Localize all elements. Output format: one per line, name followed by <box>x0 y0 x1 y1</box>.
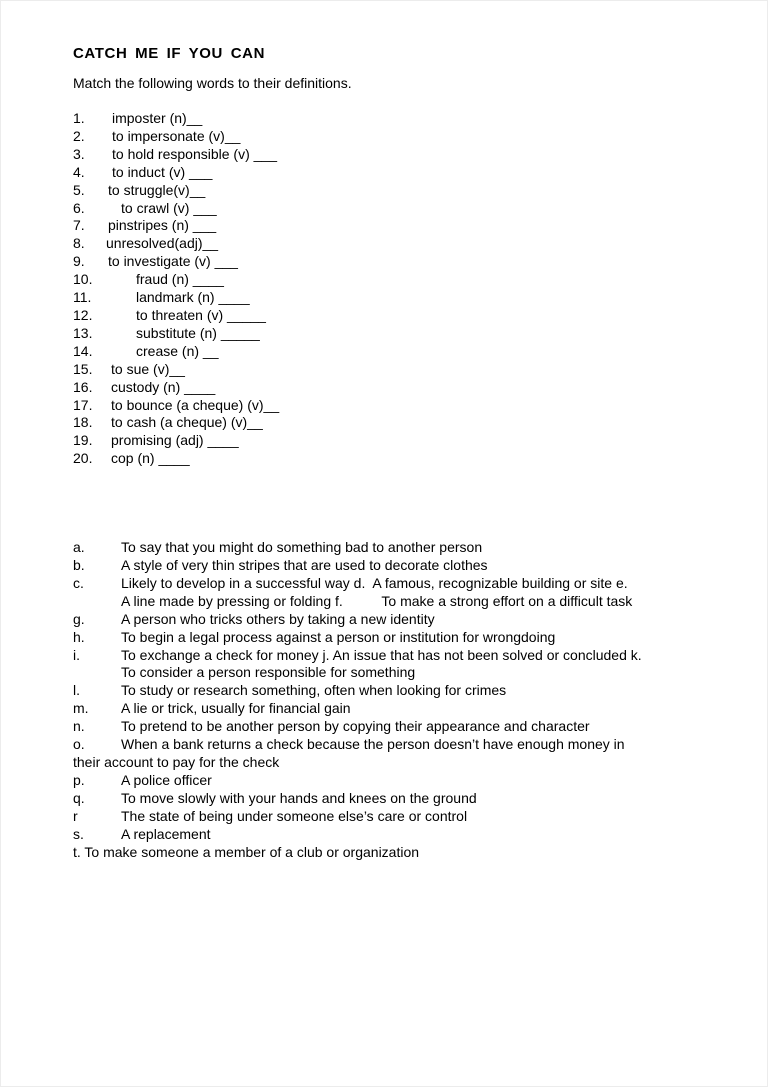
word-text: fraud (n) ____ <box>136 271 224 288</box>
word-item <box>73 343 723 361</box>
definition-letter: n. <box>73 718 85 735</box>
definition-text: their account to pay for the check <box>73 754 280 770</box>
instructions-text: Match the following words to their definitions. <box>73 75 352 91</box>
word-item <box>73 379 723 397</box>
definition-list <box>73 539 723 861</box>
definition-line <box>73 557 723 575</box>
word-item <box>73 253 723 271</box>
word-text: to bounce (a cheque) (v)__ <box>111 396 280 413</box>
word-item <box>73 182 723 200</box>
word-text: landmark (n) ____ <box>136 289 250 306</box>
word-text: to crawl (v) ___ <box>121 199 217 216</box>
definition-line <box>73 700 723 718</box>
word-number: 8. <box>73 235 85 252</box>
definition-text: To study or research something, often when looking for crimes <box>121 682 507 699</box>
definition-line <box>73 682 723 700</box>
definition-line <box>73 772 723 790</box>
word-number: 7. <box>73 217 85 234</box>
word-text: promising (adj) ____ <box>111 432 239 449</box>
definition-text: A person who tricks others by taking a new identity <box>121 610 435 627</box>
word-number: 12. <box>73 306 93 323</box>
definition-line <box>73 826 723 844</box>
word-text: cop (n) ____ <box>111 450 190 467</box>
definition-text: When a bank returns a check because the person doesn’t have enough money in <box>121 736 625 753</box>
word-item <box>73 414 723 432</box>
definition-letter: b. <box>73 557 85 574</box>
definition-letter: p. <box>73 771 85 788</box>
word-number: 15. <box>73 360 93 377</box>
definition-line <box>73 593 723 611</box>
definition-line <box>73 647 723 665</box>
definition-line <box>73 611 723 629</box>
definition-text: A line made by pressing or folding f. To make a strong effort on a difficult task <box>121 592 633 609</box>
page-title: CATCH ME IF YOU CAN <box>73 45 266 62</box>
word-number: 10. <box>73 271 93 288</box>
definition-line <box>73 718 723 736</box>
definition-letter: a. <box>73 539 85 556</box>
word-text: crease (n) __ <box>136 342 219 359</box>
definition-letter: r <box>73 807 78 824</box>
word-item <box>73 128 723 146</box>
word-item <box>73 200 723 218</box>
word-number: 4. <box>73 163 85 180</box>
word-number: 2. <box>73 127 85 144</box>
definition-letter: o. <box>73 736 85 753</box>
definition-text: A style of very thin stripes that are used to decorate clothes <box>121 557 488 574</box>
word-text: substitute (n) _____ <box>136 324 260 341</box>
definition-letter: g. <box>73 610 85 627</box>
definition-line <box>73 736 723 754</box>
definition-line <box>73 539 723 557</box>
word-item <box>73 361 723 379</box>
definition-text: The state of being under someone else’s care or control <box>121 807 468 824</box>
word-text: to induct (v) ___ <box>112 163 213 180</box>
word-number: 20. <box>73 450 93 467</box>
definition-letter: q. <box>73 789 85 806</box>
word-number: 9. <box>73 253 85 270</box>
word-item <box>73 271 723 289</box>
definition-letter: m. <box>73 700 89 717</box>
definition-text: A replacement <box>121 825 211 842</box>
word-text: pinstripes (n) ___ <box>108 217 217 234</box>
word-number: 5. <box>73 181 85 198</box>
definition-text: A lie or trick, usually for financial gain <box>121 700 351 717</box>
definition-letter: l. <box>73 682 80 699</box>
word-text: unresolved(adj)__ <box>106 235 219 252</box>
definition-line <box>73 808 723 826</box>
definition-text: t. To make someone a member of a club or organization <box>73 843 420 860</box>
definition-letter: s. <box>73 825 84 842</box>
word-item <box>73 235 723 253</box>
definition-text: To move slowly with your hands and knees on the ground <box>121 789 477 806</box>
definition-letter: i. <box>73 646 80 663</box>
word-text: to cash (a cheque) (v)__ <box>111 414 263 431</box>
word-text: to investigate (v) ___ <box>108 253 238 270</box>
definition-text: To say that you might do something bad to another person <box>121 539 483 556</box>
word-item <box>73 325 723 343</box>
word-item <box>73 289 723 307</box>
word-item <box>73 450 723 468</box>
word-number: 1. <box>73 110 85 126</box>
word-item <box>73 164 723 182</box>
word-number: 19. <box>73 432 93 449</box>
definition-line <box>73 790 723 808</box>
word-list <box>73 110 723 468</box>
word-text: imposter (n)__ <box>112 110 203 126</box>
word-text: to hold responsible (v) ___ <box>112 145 277 162</box>
word-item <box>73 217 723 235</box>
word-text: to sue (v)__ <box>111 360 185 377</box>
definition-text: Likely to develop in a successful way d. A famous, recognizable building or site e. <box>121 574 628 591</box>
definition-line <box>73 575 723 593</box>
word-text: to threaten (v) _____ <box>136 306 266 323</box>
definition-letter: c. <box>73 574 84 591</box>
word-text: to impersonate (v)__ <box>112 127 241 144</box>
word-number: 11. <box>73 289 92 306</box>
definition-line <box>73 844 723 862</box>
word-item <box>73 397 723 415</box>
word-number: 16. <box>73 378 93 395</box>
word-item <box>73 110 723 128</box>
word-number: 17. <box>73 396 93 413</box>
word-item <box>73 432 723 450</box>
definition-text: To pretend to be another person by copying their appearance and character <box>121 718 590 735</box>
definition-text: To begin a legal process against a person or institution for wrongdoing <box>121 628 556 645</box>
definition-line <box>73 754 723 772</box>
word-number: 6. <box>73 199 85 216</box>
word-number: 13. <box>73 324 93 341</box>
definition-line <box>73 629 723 647</box>
definition-line <box>73 664 723 682</box>
word-text: to struggle(v)__ <box>108 181 206 198</box>
word-item <box>73 307 723 325</box>
definition-text: A police officer <box>121 771 212 788</box>
definition-letter: h. <box>73 628 85 645</box>
word-number: 18. <box>73 414 93 431</box>
definition-text: To exchange a check for money j. An issue that has not been solved or concluded k. <box>121 646 642 663</box>
word-item <box>73 146 723 164</box>
word-number: 3. <box>73 145 85 162</box>
word-text: custody (n) ____ <box>111 378 216 395</box>
definition-text: To consider a person responsible for something <box>121 664 416 681</box>
word-number: 14. <box>73 342 93 359</box>
